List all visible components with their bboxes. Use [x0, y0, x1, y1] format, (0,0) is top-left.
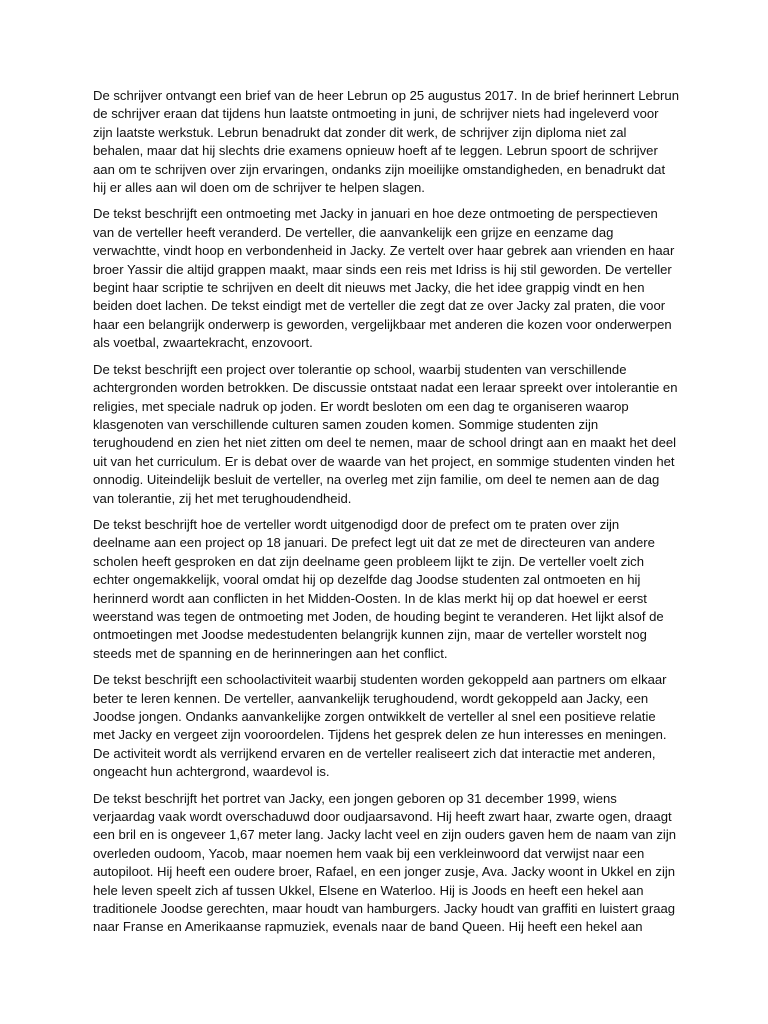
paragraph: De schrijver ontvangt een brief van de heer Lebrun op 25 augustus 2017. In de brief herinnert Lebrun de schrijver eraan dat tijdens hun laatste ontmoeting in juni, de schrijver niets had ingeleverd voor zijn laatste werkstuk. Lebrun benadrukt dat zonder dit werk, de schrijver zijn diploma niet zal behalen, maar dat hij slechts drie examens opnieuw hoeft af te leggen. Lebrun spoort de schrijver aan om te schrijven over zijn ervaringen, ondanks zijn moeilijke omstandigheden, en benadrukt dat hij er alles aan wil doen om de schrijver te helpen slagen. — [93, 88, 679, 196]
document-body — [93, 87, 679, 945]
paragraph: De tekst beschrijft een schoolactiviteit waarbij studenten worden gekoppeld aan partners om elkaar beter te leren kennen. De verteller, aanvankelijk terughoudend, wordt gekoppeld aan Jacky, een Joodse jongen. Ondanks aanvankelijke zorgen ontwikkelt de verteller al snel een positieve relatie met Jacky en vergeet zijn vooroordelen. Tijdens het gesprek delen ze hun interesses en meningen. De activiteit wordt als verrijkend ervaren en de verteller realiseert zich dat interactie met anderen, ongeacht hun achtergrond, waardevol is. — [93, 672, 667, 780]
paragraph: De tekst beschrijft een ontmoeting met Jacky in januari en hoe deze ontmoeting de perspectieven van de verteller heeft veranderd. De verteller, die aanvankelijk een grijze en eenzame dag verwachtte, vindt hoop en verbondenheid in Jacky. Ze vertelt over haar gebrek aan vrienden en haar broer Yassir die altijd grappen maakt, maar sinds een reis met Idriss is hij stil geworden. De verteller begint haar scriptie te schrijven en deelt dit nieuws met Jacky, die het idee grappig vindt en hen beiden doet lachen. De tekst eindigt met de verteller die zegt dat ze over Jacky zal praten, die voor haar een belangrijk onderwerp is geworden, vergelijkbaar met anderen die kozen voor onderwerpen als voetbal, zwaartekracht, enzovoort. — [93, 206, 675, 351]
paragraph: De tekst beschrijft hoe de verteller wordt uitgenodigd door de prefect om te praten over zijn deelname aan een project op 18 januari. De prefect legt uit dat ze met de directeuren van andere scholen heeft gesproken en dat zijn deelname geen probleem lijkt te zijn. De verteller voelt zich echter ongemakkelijk, vooral omdat hij op dezelfde dag Joodse studenten zal ontmoeten en hij herinnerd wordt aan conflicten in het Midden-Oosten. In de klas merkt hij op dat hoewel er eerst weerstand was tegen de ontmoeting met Joden, de houding begint te veranderen. Het lijkt alsof de ontmoetingen met Joodse medestudenten belangrijk kunnen zijn, maar de verteller worstelt nog steeds met de spanning en de herinneringen aan het conflict. — [93, 516, 664, 661]
paragraph: De tekst beschrijft het portret van Jacky, een jongen geboren op 31 december 1999, wiens verjaardag vaak wordt overschaduwd door oudjaarsavond. Hij heeft zwart haar, zwarte ogen, draagt een bril en is ongeveer 1,67 meter lang. Jacky lacht veel en zijn ouders gaven hem de naam van zijn overleden oudoom, Yacob, maar noemen hem vaak bij een verkleinwoord dat verwijst naar een autopiloot. Hij heeft een oudere broer, Rafael, en een jonger zusje, Ava. Jacky woont in Ukkel en zijn hele leven speelt zich af tussen Ukkel, Elsene en Waterloo. Hij is Joods en heeft een hekel aan traditionele Joodse gerechten, maar houdt van hamburgers. Jacky houdt van graffiti en luistert graag naar Franse en Amerikaanse rapmuziek, evenals naar de band Queen. Hij heeft een hekel aan — [93, 790, 677, 935]
paragraph: De tekst beschrijft een project over tolerantie op school, waarbij studenten van verschillende achtergronden worden betrokken. De discussie ontstaat nadat een leraar spreekt over intolerantie en religies, met speciale nadruk op joden. Er wordt besloten om een dag te organiseren waarop klasgenoten van verschillende culturen samen zouden komen. Sommige studenten zijn terughoudend en zien het niet zitten om deel te nemen, maar de school dringt aan en maakt het deel uit van het curriculum. Er is debat over de waarde van het project, en sommige studenten vinden het onnodig. Uiteindelijk besluit de verteller, na overleg met zijn familie, om deel te nemen aan de dag van tolerantie, zij het met terughoudendheid. — [93, 361, 678, 506]
